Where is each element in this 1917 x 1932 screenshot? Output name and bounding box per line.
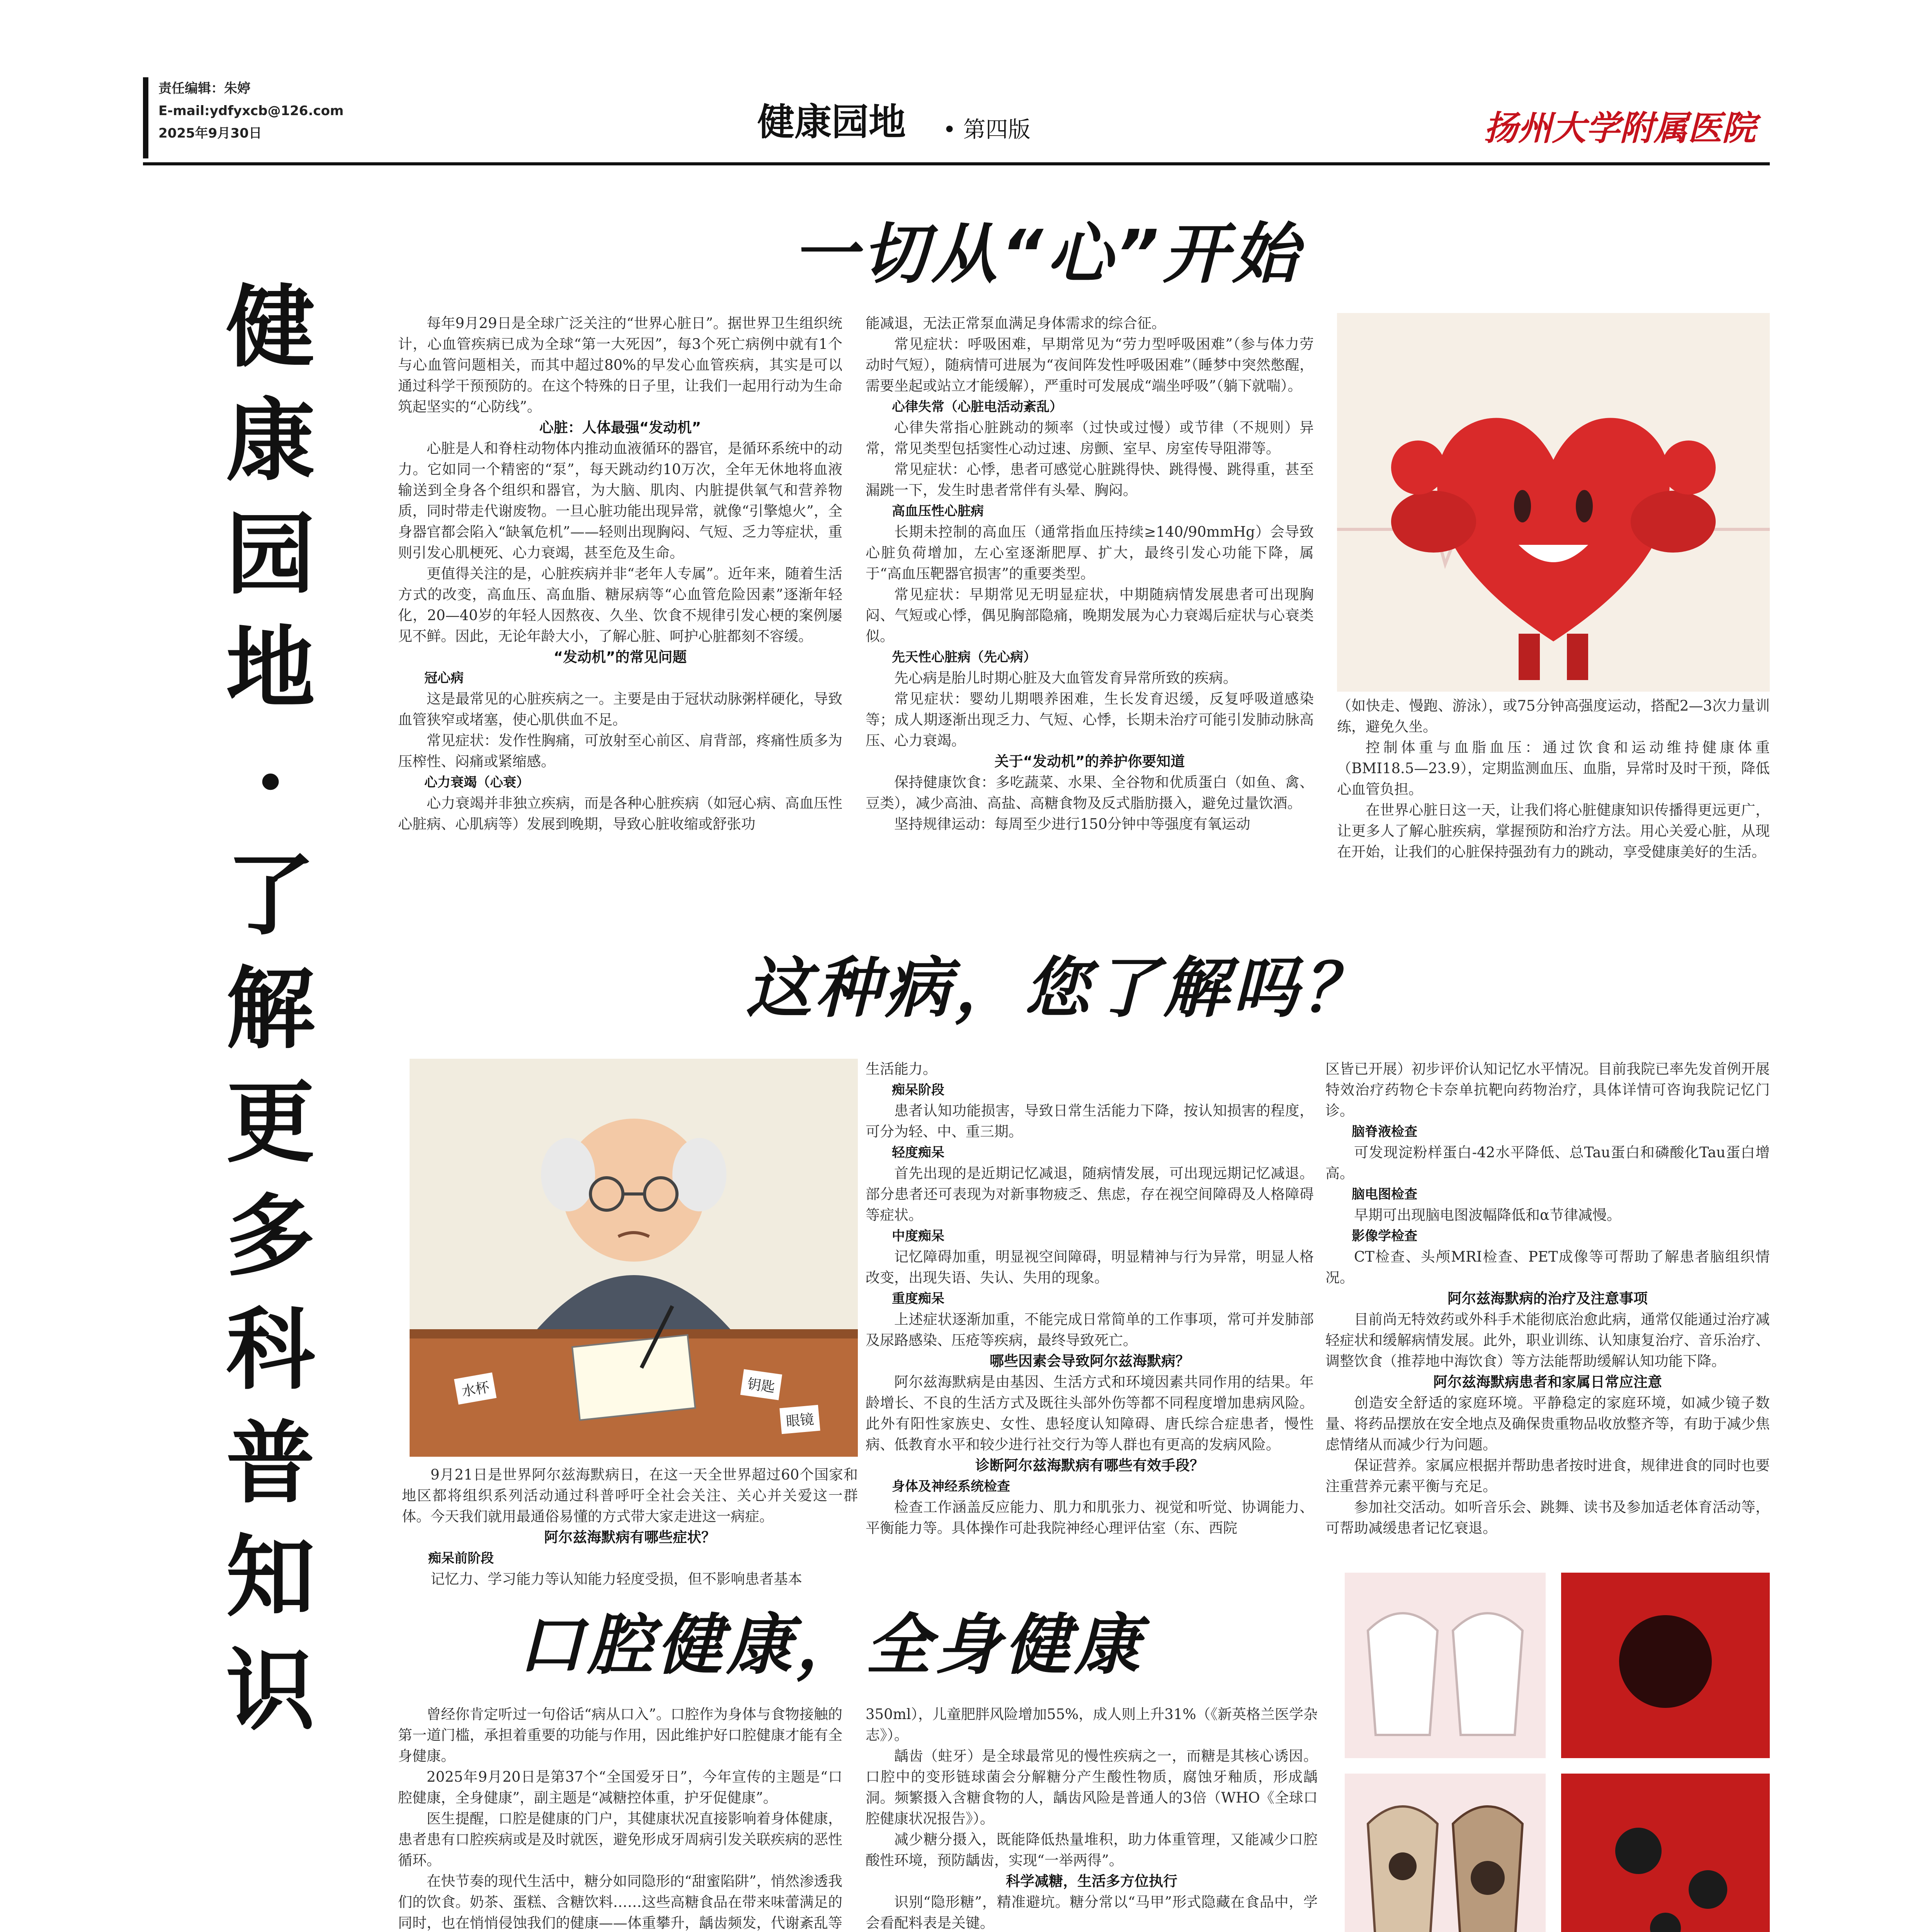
paragraph: 可发现淀粉样蛋白-42水平降低、总Tau蛋白和磷酸化Tau蛋白增高。: [1325, 1144, 1770, 1182]
side-char: 更: [226, 1070, 315, 1175]
sub-subheading: 脑脊液检查: [1352, 1124, 1417, 1139]
paragraph: 保证营养。家属应根据并帮助患者按时进食，规律进食的同时也要注重营养元素平衡与充足。: [1325, 1457, 1770, 1495]
paragraph: 减少糖分摄入，既能降低热量堆积，助力体重管理，又能减少口腔酸性环境，预防龋齿，实现“一举两得”。: [866, 1831, 1318, 1869]
hospital-logo: 扬州大学附属医院: [1484, 108, 1756, 148]
paragraph: 2025年9月20日是第37个“全国爱牙日”，今年宣传的主题是“口腔健康，全身健康”，副主题是“减糖控体重，护牙促健康”。: [398, 1769, 842, 1806]
paragraph: 先心病是胎儿时期心脏及大血管发育异常所致的疾病。: [894, 670, 1237, 686]
paragraph: 心脏是人和脊柱动物体内推动血液循环的器官，是循环系统中的动力。它如同一个精密的“泵”，每天跳动约10万次，全年无休地将血液输送到全身各个组织和器官，为大脑、肌肉、内脏提供氧气和营养物质，同时带走代谢废物。一旦心脏功能出现异常，就像“引擎熄火”，全身器官都会陷入“缺氧危机”——轻则出现胸闷、气短、乏力等症状，重则引发心肌梗死、心力衰竭，甚至危及生命。: [398, 440, 842, 561]
paragraph: 记忆力、学习能力等认知能力轻度受损，但不影响患者基本: [430, 1571, 802, 1587]
side-char: 园: [226, 502, 315, 607]
sub-subheading: 先天性心脏病（先心病）: [892, 650, 1036, 665]
paragraph: 心律失常指心脏跳动的频率（过快或过慢）或节律（不规则）异常，常见类型包括窦性心动过速、房颤、室早、房室传导阻滞等。: [866, 419, 1314, 457]
paragraph: 上述症状逐渐加重，不能完成日常简单的工作事项，常可并发肺部及尿路感染、压疮等疾病，最终导致死亡。: [866, 1311, 1314, 1349]
sub-subheading: 脑电图检查: [1352, 1187, 1417, 1202]
paragraph: 阿尔兹海默病是由基因、生活方式和环境因素共同作用的结果。年龄增长、不良的生活方式及既往头部外伤等都不同程度增加患病风险。此外有阳性家族史、女性、患轻度认知障碍、唐氏综合症患者，慢性病、低教育水平和较少进行社交行为等人群也有更高的发病风险。: [866, 1374, 1314, 1453]
side-char: 解: [226, 957, 315, 1061]
subheading: 关于“发动机”的养护你要知道: [994, 753, 1185, 770]
paragraph: 常见症状：发作性胸痛，可放射至心前区、肩背部，疼痛性质多为压榨性、闷痛或紧缩感。: [398, 732, 842, 770]
page-label: • 第四版: [943, 116, 1031, 143]
paragraph: 控制体重与血脂血压：通过饮食和运动维持健康体重（BMI18.5—23.9），定期监测血压、血脂，异常时及时干预，降低心血管负担。: [1337, 739, 1770, 798]
paragraph: 常见症状：呼吸困难，早期常见为“劳力型呼吸困难”（参与体力劳动时气短），随病情可进展为“夜间阵发性呼吸困难”（睡梦中突然憋醒，需要坐起或站立才能缓解），严重时可发展成“端坐呼吸”（躺下就喘）。: [866, 336, 1314, 394]
paragraph: 在快节奏的现代生活中，糖分如同隐形的“甜蜜陷阱”，悄然渗透我们的饮食。奶茶、蛋糕、含糖饮料……这些高糖食品在带来味蕾满足的同时，也在悄悄侵蚀我们的健康——体重攀升，龋齿频发，代谢紊乱等: [398, 1873, 842, 1931]
paragraph: 常见症状：婴幼儿期喂养困难，生长发育迟缓，反复呼吸道感染等；成人期逐渐出现乏力、气短、心悸，长期未治疗可能引发肺动脉高压、心力衰竭。: [866, 690, 1314, 749]
article3-col2: [866, 1704, 1318, 1932]
paragraph: 记忆障碍加重，明显视空间障碍，明显精神与行为异常，明显人格改变，出现失语、失认、失用的现象。: [866, 1248, 1314, 1286]
editor-credit: 责任编辑：朱婷: [158, 81, 250, 96]
paragraph: 这是最常见的心脏疾病之一。主要是由于冠状动脉粥样硬化，导致血管狭窄或堵塞，使心肌供血不足。: [398, 690, 842, 728]
sub-subheading: 重度痴呆: [892, 1291, 944, 1306]
paragraph: 常见症状：早期常见无明显症状，中期随病情发展患者可出现胸闷、气短或心悸，偶见胸部隐痛，晚期发展为心力衰竭后症状与心衰类似。: [866, 586, 1314, 645]
sub-subheading: 痴呆阶段: [892, 1082, 944, 1098]
paragraph: 在世界心脏日这一天，让我们将心脏健康知识传播得更远更广，让更多人了解心脏疾病，掌握预防和治疗方法。用心关爱心脏，从现在开始，让我们的心脏保持强劲有力的跳动，享受健康美好的生活。: [1337, 802, 1770, 860]
side-char: 康: [226, 389, 315, 493]
header-info: [143, 77, 344, 145]
subheading: 阿尔兹海默病有哪些症状？: [544, 1529, 716, 1546]
paragraph: 患者认知功能损害，导致日常生活能力下降，按认知损害的程度，可分为轻、中、重三期。: [866, 1102, 1314, 1140]
side-char: 普: [226, 1411, 315, 1515]
paragraph: 参加社交活动。如听音乐会、跳舞、读书及参加适老体育活动等，可帮助减缓患者记忆衰退。: [1325, 1499, 1770, 1536]
side-char: ·: [255, 730, 286, 834]
side-char: 了: [226, 843, 315, 947]
issue-date: 2025年9月30日: [158, 126, 262, 141]
paragraph-continuation: 生活能力。: [866, 1061, 937, 1077]
header-rule: [143, 162, 1770, 165]
side-char: 科: [226, 1298, 315, 1402]
side-char: 地: [226, 616, 315, 720]
sub-subheading: 身体及神经系统检查: [892, 1479, 1010, 1494]
sub-subheading: 冠心病: [424, 670, 464, 686]
paragraph: 曾经你肯定听过一句俗话“病从口入”。口腔作为身体与食物接触的第一道门槛，承担着重要的功能与作用，因此维护好口腔健康才能有全身健康。: [398, 1706, 842, 1764]
paragraph: 龋齿（蛀牙）是全球最常见的慢性疾病之一，而糖是其核心诱因。口腔中的变形链球菌会分解糖分产生酸性物质，腐蚀牙釉质，形成龋洞。频繁摄入含糖食物的人，龋齿风险是普通人的3倍（WHO《全球口腔健康状况报告》）。: [866, 1748, 1318, 1827]
subheading: 诊断阿尔兹海默病有哪些有效手段？: [975, 1457, 1204, 1474]
side-column-title: [216, 270, 325, 1747]
side-char: 识: [226, 1638, 315, 1743]
note-card: 钥匙: [740, 1369, 782, 1400]
sub-subheading: 心律失常（心脏电活动紊乱）: [892, 399, 1063, 415]
subheading: “发动机”的常见问题: [553, 649, 687, 665]
section-name: 健康园地: [757, 100, 906, 144]
paragraph-continuation: 350ml），儿童肥胖风险增加55%，成人则上升31%（《新英格兰医学杂志》）。: [866, 1706, 1318, 1743]
paragraph: 目前尚无特效药或外科手术能彻底治愈此病，通常仅能通过治疗减轻症状和缓解病情发展。此外，职业训练、认知康复治疗、音乐治疗、调整饮食（推荐地中海饮食）等方法能帮助缓解认知功能下降。: [1325, 1311, 1770, 1369]
paragraph: 心力衰竭并非独立疾病，而是各种心脏疾病（如冠心病、高血压性心脏病、心肌病等）发展到晚期，导致心脏收缩或舒张功: [398, 795, 842, 832]
sub-subheading: 高血压性心脏病: [892, 503, 984, 519]
editor-email[interactable]: E-mail:ydfyxcb@126.com: [158, 103, 344, 119]
article1-col1: [398, 313, 842, 931]
paragraph-continuation: （如快走、慢跑、游泳），或75分钟高强度运动，搭配2—3次力量训练，避免久坐。: [1337, 697, 1770, 735]
side-char: 多: [226, 1184, 315, 1288]
paragraph-continuation: 区皆已开展）初步评价认知记忆水平情况。目前我院已率先发首例开展特效治疗药物仑卡奈单抗靶向药物治疗，具体详情可咨询我院记忆门诊。: [1325, 1061, 1770, 1119]
paragraph: 常见症状：心悸，患者可感觉心脏跳得快、跳得慢、跳得重，甚至漏跳一下，发生时患者常伴有头晕、胸闷。: [866, 461, 1314, 498]
paragraph: 坚持规律运动：每周至少进行150分钟中等强度有氧运动: [894, 816, 1250, 832]
article2-col2: [866, 1059, 1314, 1627]
sub-subheading: 轻度痴呆: [892, 1145, 944, 1160]
article1-col2: [866, 313, 1314, 931]
paragraph: 检查工作涵盖反应能力、肌力和肌张力、视觉和听觉、协调能力、平衡能力等。具体操作可赴我院神经心理评估室（东、西院: [866, 1499, 1314, 1536]
sub-subheading: 中度痴呆: [892, 1228, 944, 1244]
paragraph: 创造安全舒适的家庭环境。平静稳定的家庭环境，如减少镜子数量、将药品摆放在安全地点及确保贵重物品收放整齐等，有助于减少焦虑情绪从而减少行为问题。: [1325, 1395, 1770, 1453]
sub-subheading: 痴呆前阶段: [428, 1551, 494, 1566]
elderly-illustration: [410, 1059, 858, 1457]
article3-title: 口腔健康，全身健康: [518, 1607, 1144, 1684]
paragraph-continuation: 能减退，无法正常泵血满足身体需求的综合征。: [866, 315, 1166, 332]
paragraph: 识别“隐形糖”，精准避坑。糖分常以“马甲”形式隐藏在食品中，学会看配料表是关键。: [866, 1894, 1318, 1931]
side-char: 知: [226, 1525, 315, 1629]
article2-title: 这种病，您了解吗？: [746, 950, 1372, 1027]
paragraph: 更值得关注的是，心脏疾病并非“老年人专属”。近年来，随着生活方式的改变，高血压、高血脂、糖尿病等“心血管危险因素”逐渐年轻化，20—40岁的年轻人因熬夜、久坐、饮食不规律引发心梗的案例屡见不鲜。因此，无论年龄大小，了解心脏、呵护心脏都刻不容缓。: [398, 565, 842, 645]
article1-col3: [1337, 696, 1770, 935]
subheading: 阿尔兹海默病患者和家属日常应注意: [1433, 1374, 1662, 1390]
heart-illustration: [1337, 313, 1770, 692]
paragraph: 首先出现的是近期记忆减退，随病情发展，可出现远期记忆减退。部分患者还可表现为对新事物疲乏、焦虑，存在视空间障碍及人格障碍等症状。: [866, 1165, 1314, 1223]
subheading: 科学减糖，生活多方位执行: [1006, 1873, 1177, 1889]
subheading: 哪些因素会导致阿尔兹海默病？: [990, 1353, 1190, 1369]
subheading: 阿尔兹海默病的治疗及注意事项: [1448, 1290, 1648, 1307]
side-char: 健: [226, 275, 315, 379]
paragraph: CT检查、头颅MRI检查、PET成像等可帮助了解患者脑组织情况。: [1325, 1248, 1770, 1286]
article1-title: 一切从“心”开始: [792, 216, 1302, 293]
sub-subheading: 影像学检查: [1352, 1228, 1417, 1244]
paragraph: 9月21日是世界阿尔兹海默病日，在这一天全世界超过60个国家和地区都将组织系列活动通过科普呼吁全社会关注、关心并关爱这一群体。今天我们就用最通俗易懂的方式带大家走进这一病症。: [402, 1466, 858, 1525]
article2-col3: [1325, 1059, 1770, 1627]
paragraph: 每年9月29日是全球广泛关注的“世界心脏日”。据世界卫生组织统计，心血管疾病已成为全球“第一大死因”，每3个死亡病例中就有1个与心血管问题相关，而其中超过80%的早发心血管疾病，其实是可以通过科学干预预防的。在这个特殊的日子里，让我们一起用行动为生命筑起坚实的“心防线”。: [398, 315, 842, 415]
note-card: 水杯: [454, 1372, 497, 1405]
note-card: 眼镜: [779, 1405, 820, 1434]
paragraph: 早期可出现脑电图波幅降低和α节律减慢。: [1354, 1207, 1621, 1223]
sub-subheading: 心力衰竭（心衰）: [424, 775, 529, 790]
article3-col1: [398, 1704, 842, 1932]
paragraph: 医生提醒，口腔是健康的门户，其健康状况直接影响着身体健康，患者患有口腔疾病或是及时就医，避免形成牙周病引发关联疾病的恶性循环。: [398, 1810, 842, 1869]
paragraph: 保持健康饮食：多吃蔬菜、水果、全谷物和优质蛋白（如鱼、禽、豆类），减少高油、高盐、高糖食物及反式脂肪摄入，避免过量饮酒。: [866, 774, 1314, 811]
paragraph: 长期未控制的高血压（通常指血压持续≥140/90mmHg）会导致心脏负荷增加，左心室逐渐肥厚、扩大，最终引发心功能下降，属于“高血压靶器官损害”的重要类型。: [866, 524, 1314, 582]
subheading: 心脏：人体最强“发动机”: [539, 419, 701, 436]
teeth-illustration: [1345, 1573, 1770, 1932]
